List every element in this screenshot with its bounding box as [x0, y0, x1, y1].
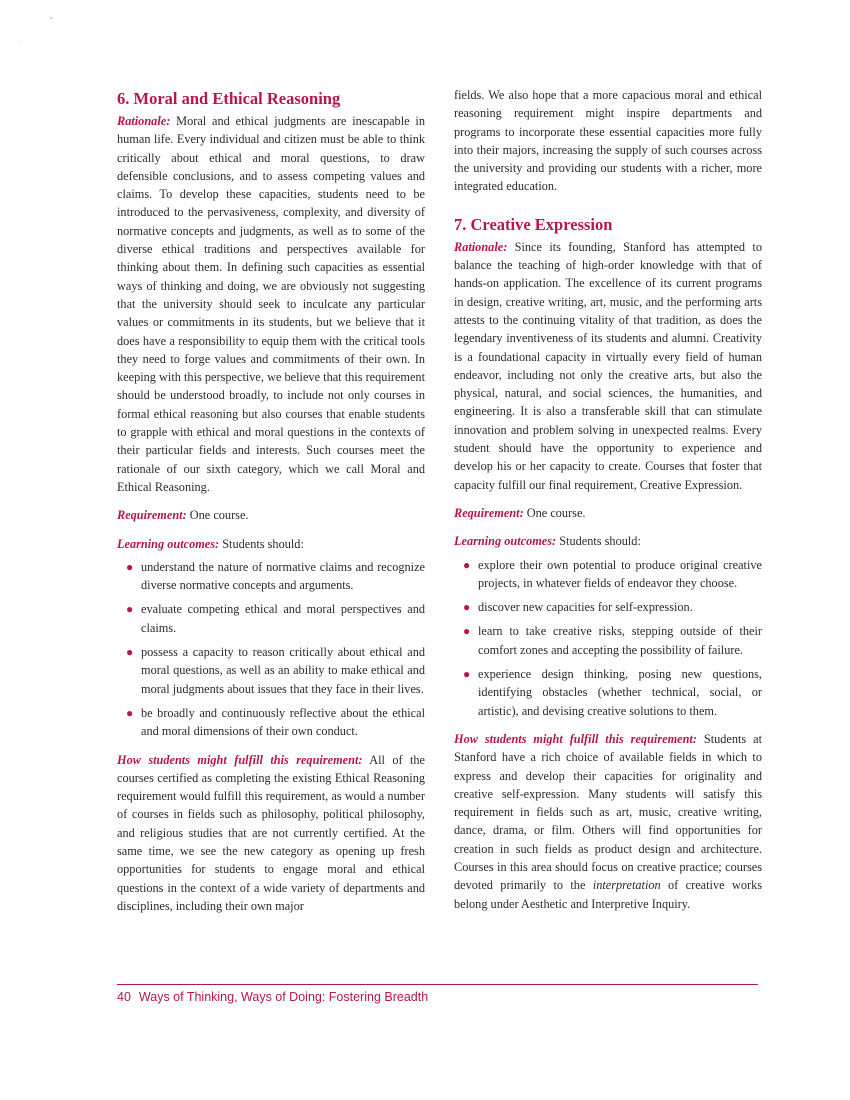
how-label: How students might fulfill this requirement:	[454, 731, 697, 746]
how-paragraph	[454, 730, 762, 913]
bullet-icon: ●	[126, 705, 134, 720]
rationale-text: Since its founding, Stanford has attempted to balance the teaching of high-order knowledge with that of hands-on application. The excellence of its current programs in design, creative writing, art, music, and the performing arts attests to the continuing vitality of that tradition, as does the legendary inventiveness of its students and alumni. Creativity is a foundational capacity in virtually every field of human endeavor, including not only the creative arts, but also the physical, natural, and social sciences, the humanities, and engineering. It is also a transferable skill that can stimulate innovation and problem solving in unexpected realms. Every student should have the opportunity to experience and develop his or her capacity to create. Courses that foster that capacity fulfill our final requirement, Creative Expression.	[454, 239, 762, 492]
footer-title: Ways of Thinking, Ways of Doing: Fostering Breadth	[138, 990, 429, 1004]
continuation-paragraph: fields. We also hope that a more capacious moral and ethical reasoning requirement might inspire departments and programs to incorporate these essential capacities more fully into their majors, increasing the supply of such courses across the university and providing our students with a richer, more integrated education.	[454, 88, 762, 194]
rationale-paragraph	[454, 238, 762, 494]
requirement-text: One course.	[523, 505, 586, 520]
list-item: ● experience design thinking, posing new questions, identifying obstacles (whether technical, social, or artistic), and devising creative solutions to them.	[463, 667, 762, 718]
requirement-paragraph	[454, 504, 762, 522]
outcomes-intro	[117, 535, 425, 553]
outcomes-label: Learning outcomes:	[454, 534, 557, 549]
bullet-icon: ●	[126, 645, 134, 660]
how-text: Students at Stanford have a rich choice of available fields in which to express and develop their capacities for originality and creative self-expression. Many students will satisfy this requirement in fields such as art, music, creative writing, dance, drama, or film. Others will find opportunities for creation in such fields as product design and architecture. Courses in this area should focus on creative practice; courses devoted primarily to the	[454, 731, 763, 893]
section-7-heading: 7. Creative Expression	[454, 214, 613, 234]
outcomes-text: Students should:	[556, 534, 641, 549]
rationale-label: Rationale:	[117, 114, 171, 128]
bullet-icon: ●	[463, 557, 471, 572]
section-6-heading: 6. Moral and Ethical Reasoning	[117, 89, 341, 108]
list-item: ● possess a capacity to reason critically about ethical and moral questions, as well as an ability to make ethical and moral judgments about issues that they face in their lives.	[126, 645, 425, 696]
page-footer	[117, 990, 428, 1004]
outcomes-text: Students should:	[219, 536, 304, 551]
outcomes-list	[117, 558, 425, 741]
how-text: All of the courses certified as completing the existing Ethical Reasoning requirement would fulfill this requirement, as would a number of courses in fields such as philosophy, political philosophy, and religious studies that are not currently certified. At the same time, we see the new category as opening up fresh opportunities for students to engage moral and ethical questions in the context of a wide variety of departments and disciplines, including their own major	[117, 752, 426, 913]
list-item: ● evaluate competing ethical and moral perspectives and claims.	[126, 602, 425, 635]
requirement-paragraph	[117, 506, 425, 524]
outcomes-label: Learning outcomes:	[117, 536, 220, 551]
right-column	[454, 86, 762, 913]
rationale-label: Rationale:	[454, 239, 508, 254]
page-number: 40	[117, 990, 131, 1004]
how-text-emphasis: interpretation	[592, 878, 661, 893]
footer-rule	[117, 984, 758, 985]
requirement-label: Requirement:	[117, 508, 187, 523]
rationale-text: Moral and ethical judgments are inescapable in human life. Every individual and citizen must be able to think critically about ethical and moral questions, to draw defensible conclusions, and to assess competing values and claims. To develop these capacities, students need to be introduced to the pervasiveness, complexity, and diversity of normative concepts and judgments, as well as to some of the diverse ethical traditions and perspectives available for thinking about them. In defining such capacities as essential ways of thinking and doing, we are obviously not suggesting that the university should seek to inculcate any particular values or commitments in its students, but we believe that it does have a responsibility to equip them with the critical tools they need to forge values and commitments of their own. In keeping with this perspective, we believe that this requirement should be understood broadly, to include not only courses in formal ethical reasoning but also courses that enable students to grapple with ethical and moral questions in the contexts of their particular fields and interests. Such courses meet the rationale of our sixth category, which we call Moral and Ethical Reasoning.	[117, 114, 425, 494]
left-column	[117, 86, 425, 915]
how-text-end: of creative works belong under Aesthetic and Interpretive Inquiry.	[454, 878, 762, 911]
how-paragraph	[117, 751, 425, 916]
scan-mark: •	[50, 14, 53, 23]
bullet-icon: ●	[463, 624, 471, 639]
list-item: ● explore their own potential to produce original creative projects, in whatever fields of endeavor they choose.	[463, 557, 762, 590]
list-item: ● learn to take creative risks, stepping outside of their comfort zones and accepting the possibility of failure.	[463, 624, 762, 657]
outcomes-intro	[454, 532, 762, 550]
how-label: How students might fulfill this requirement:	[117, 752, 363, 767]
bullet-icon: ●	[126, 602, 134, 617]
bullet-icon: ●	[126, 559, 134, 574]
list-item: ● discover new capacities for self-expression.	[454, 598, 762, 616]
list-item: ● understand the nature of normative claims and recognize diverse normative concepts and arguments.	[126, 559, 425, 593]
outcomes-list	[454, 556, 762, 720]
bullet-icon: ●	[463, 667, 471, 682]
requirement-label: Requirement:	[454, 505, 524, 520]
requirement-text: One course.	[186, 508, 249, 523]
scan-mark: ˊ	[18, 40, 21, 49]
bullet-icon: ●	[463, 600, 471, 615]
rationale-paragraph	[117, 112, 425, 496]
list-item: ● be broadly and continuously reflective about the ethical and moral dimensions of their own conduct.	[126, 705, 425, 739]
